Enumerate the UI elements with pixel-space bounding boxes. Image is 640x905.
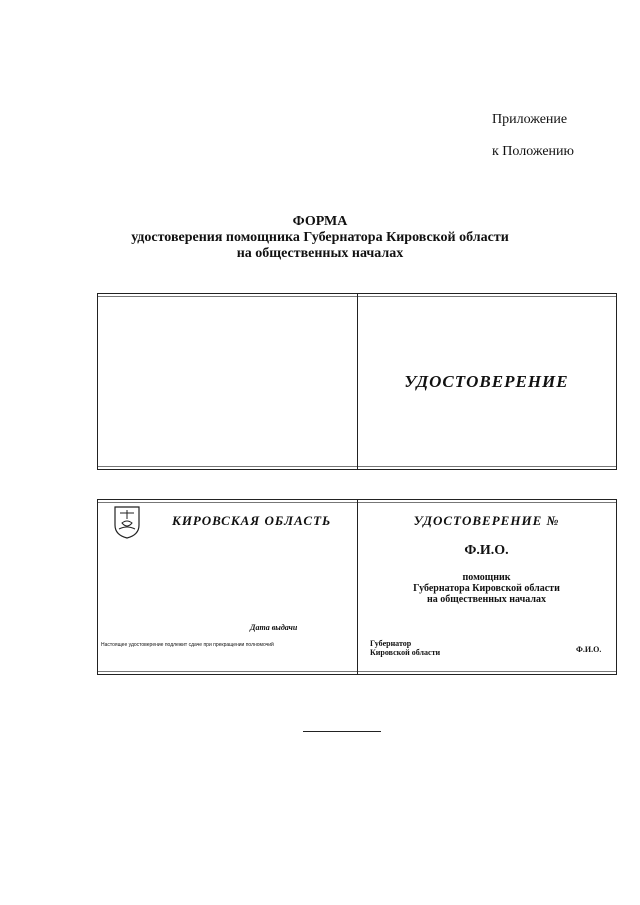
certificate-number-title: УДОСТОВЕРЕНИЕ № [413, 513, 560, 528]
id-card-inner [97, 499, 617, 675]
appendix-label [492, 112, 574, 160]
role-line-2: Губернатора Кировской области [413, 583, 560, 594]
role-line-1: помощник [462, 572, 511, 583]
form-heading [0, 214, 640, 262]
form-subtitle-line-1: удостоверения помощника Губернатора Кировской области [131, 230, 509, 245]
appendix-line-2: к Положению [491, 144, 574, 159]
signer-title [370, 639, 440, 657]
closing-rule [303, 731, 381, 732]
form-subtitle-line-2: на общественных началах [236, 246, 404, 261]
role-line-3: на общественных началах [427, 594, 546, 605]
holder-name: Ф.И.О. [464, 543, 509, 558]
issue-date-label: Дата выдачи [250, 623, 298, 632]
return-note: Настоящее удостоверение подлежит сдаче при прекращении полномочий [101, 642, 274, 648]
signer-line-2: Кировской области [370, 648, 441, 657]
coat-of-arms-icon [113, 505, 141, 544]
id-card-cover [97, 293, 617, 470]
signer-line-1: Губернатор [370, 639, 412, 648]
cover-title: УДОСТОВЕРЕНИЕ [404, 372, 569, 391]
form-title: ФОРМА [292, 214, 348, 229]
signer-name: Ф.И.О. [576, 645, 602, 654]
appendix-line-1: Приложение [491, 112, 568, 127]
holder-role [357, 572, 616, 605]
region-title: КИРОВСКАЯ ОБЛАСТЬ [172, 513, 332, 528]
